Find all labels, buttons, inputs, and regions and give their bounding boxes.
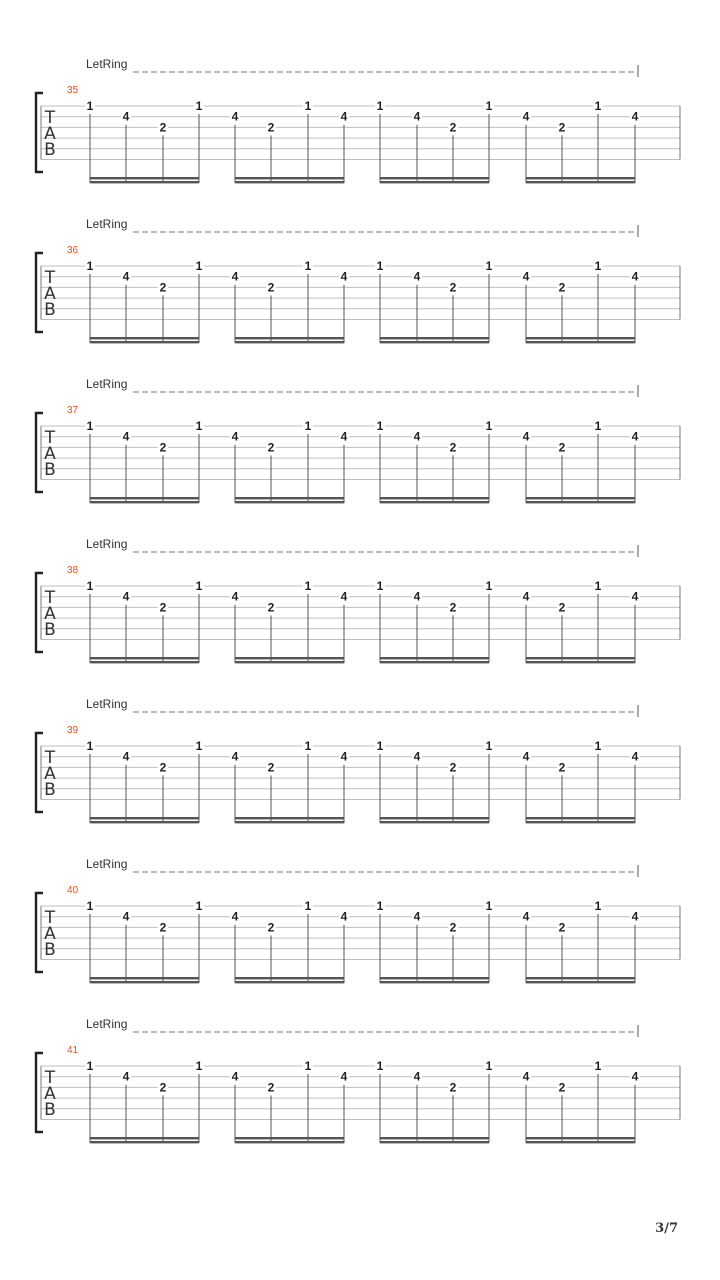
fret-number: 1 [195,419,203,433]
fret-number: 2 [449,600,457,615]
tab-clef-letter: A [44,124,56,144]
fret-number: 1 [86,1059,94,1073]
tab-clef-letter: B [44,140,56,160]
fret-number: 4 [340,1069,348,1084]
fret-number: 1 [594,99,602,113]
fret-number: 4 [522,909,530,924]
fret-number: 2 [267,920,275,935]
fret-number: 1 [86,579,94,593]
beam-secondary [235,341,344,343]
fret-number: 2 [267,600,275,615]
fret-number: 4 [122,429,130,444]
system-bracket [36,1053,43,1132]
measure-number: 39 [67,725,79,736]
fret-number: 2 [267,120,275,135]
fret-number: 1 [485,739,493,753]
fret-number: 2 [558,760,566,775]
tab-clef-letter: A [44,444,56,464]
system-bracket [36,413,43,492]
fret-number: 4 [231,749,239,764]
system-bracket [36,893,43,972]
beam-primary [235,817,344,819]
fret-number: 1 [195,99,203,113]
fret-number: 4 [122,269,130,284]
fret-number: 2 [449,280,457,295]
fret-number: 4 [631,429,639,444]
fret-number: 2 [558,600,566,615]
fret-number: 2 [159,440,167,455]
fret-number: 4 [231,429,239,444]
fret-number: 4 [231,909,239,924]
beam-primary [526,177,635,179]
fret-number: 1 [304,419,312,433]
system-bracket [36,573,43,652]
fret-number: 1 [594,899,602,913]
measure-number: 35 [67,85,79,96]
beam-secondary [235,821,344,823]
beam-primary [380,657,489,659]
beam-secondary [90,981,199,983]
tab-clef-letter: B [44,300,56,320]
fret-number: 2 [558,440,566,455]
fret-number: 4 [122,589,130,604]
fret-number: 2 [558,120,566,135]
beam-primary [526,497,635,499]
fret-number: 2 [558,920,566,935]
page-number: 3/7 [655,1221,678,1236]
beam-primary [380,977,489,979]
fret-number: 4 [413,429,421,444]
fret-number: 1 [86,739,94,753]
tab-clef-letter: B [44,780,56,800]
beam-secondary [235,181,344,183]
measure-number: 36 [67,245,79,256]
beam-secondary [90,1141,199,1143]
beam-primary [526,657,635,659]
fret-number: 4 [631,269,639,284]
fret-number: 4 [231,589,239,604]
fret-number: 4 [122,749,130,764]
beam-secondary [526,181,635,183]
tab-clef-letter: A [44,604,56,624]
tab-clef-letter: B [44,620,56,640]
fret-number: 1 [86,99,94,113]
tab-clef-letter: A [44,764,56,784]
fret-number: 4 [340,269,348,284]
fret-number: 4 [522,749,530,764]
system-bracket [36,93,43,172]
fret-number: 1 [485,579,493,593]
system-bracket [36,733,43,812]
tab-clef-letter: T [44,268,56,288]
fret-number: 1 [594,1059,602,1073]
letring-label: LetRing [86,537,128,551]
fret-number: 4 [522,109,530,124]
fret-number: 2 [159,600,167,615]
beam-secondary [90,501,199,503]
fret-number: 4 [631,909,639,924]
fret-number: 4 [413,109,421,124]
fret-number: 4 [340,429,348,444]
tab-clef-letter: T [44,748,56,768]
fret-number: 1 [86,419,94,433]
fret-number: 4 [231,1069,239,1084]
fret-number: 1 [195,579,203,593]
fret-number: 4 [231,109,239,124]
beam-primary [526,977,635,979]
fret-number: 4 [122,1069,130,1084]
fret-number: 2 [558,280,566,295]
fret-number: 1 [195,899,203,913]
fret-number: 4 [231,269,239,284]
fret-number: 1 [594,259,602,273]
fret-number: 4 [340,909,348,924]
fret-number: 2 [558,1080,566,1095]
fret-number: 1 [485,419,493,433]
beam-secondary [526,341,635,343]
beam-secondary [235,661,344,663]
letring-label: LetRing [86,1017,128,1031]
fret-number: 1 [195,1059,203,1073]
tab-clef-letter: A [44,924,56,944]
fret-number: 1 [376,899,384,913]
beam-secondary [235,1141,344,1143]
measure-number: 41 [67,1045,79,1056]
beam-primary [526,337,635,339]
letring-label: LetRing [86,57,128,71]
beam-secondary [90,181,199,183]
beam-primary [90,657,199,659]
fret-number: 4 [340,589,348,604]
fret-number: 1 [195,739,203,753]
tab-clef-letter: B [44,940,56,960]
beam-primary [235,657,344,659]
tab-clef-letter: B [44,460,56,480]
fret-number: 2 [267,280,275,295]
fret-number: 1 [304,579,312,593]
fret-number: 1 [304,99,312,113]
beam-primary [380,177,489,179]
fret-number: 1 [485,99,493,113]
beam-primary [90,977,199,979]
fret-number: 2 [267,1080,275,1095]
beam-primary [235,977,344,979]
fret-number: 2 [449,1080,457,1095]
measure-number: 40 [67,885,79,896]
beam-primary [380,337,489,339]
fret-number: 2 [159,120,167,135]
tab-clef-letter: T [44,108,56,128]
fret-number: 2 [159,920,167,935]
fret-number: 4 [631,109,639,124]
fret-number: 4 [413,1069,421,1084]
beam-secondary [526,1141,635,1143]
beam-secondary [380,341,489,343]
fret-number: 4 [522,1069,530,1084]
beam-secondary [380,981,489,983]
fret-number: 2 [159,280,167,295]
letring-label: LetRing [86,697,128,711]
fret-number: 4 [522,429,530,444]
fret-number: 4 [122,909,130,924]
fret-number: 4 [413,749,421,764]
fret-number: 1 [86,259,94,273]
beam-secondary [380,821,489,823]
beam-primary [235,1137,344,1139]
tab-clef-letter: T [44,1068,56,1088]
fret-number: 4 [340,749,348,764]
letring-label: LetRing [86,857,128,871]
beam-secondary [380,1141,489,1143]
letring-label: LetRing [86,217,128,231]
fret-number: 2 [159,760,167,775]
fret-number: 1 [485,899,493,913]
fret-number: 4 [340,109,348,124]
beam-primary [90,1137,199,1139]
fret-number: 1 [376,419,384,433]
fret-number: 2 [449,120,457,135]
beam-secondary [235,981,344,983]
fret-number: 1 [594,419,602,433]
beam-primary [526,1137,635,1139]
beam-primary [235,177,344,179]
beam-secondary [526,661,635,663]
fret-number: 1 [594,579,602,593]
fret-number: 1 [376,99,384,113]
beam-secondary [235,501,344,503]
fret-number: 1 [485,1059,493,1073]
fret-number: 4 [522,589,530,604]
beam-secondary [380,181,489,183]
beam-secondary [90,661,199,663]
beam-primary [380,817,489,819]
system-bracket [36,253,43,332]
fret-number: 1 [304,259,312,273]
beam-secondary [380,501,489,503]
beam-secondary [526,821,635,823]
letring-label: LetRing [86,377,128,391]
beam-primary [90,817,199,819]
fret-number: 4 [413,909,421,924]
fret-number: 1 [304,1059,312,1073]
beam-secondary [526,981,635,983]
fret-number: 4 [122,109,130,124]
beam-secondary [526,501,635,503]
fret-number: 2 [159,1080,167,1095]
beam-primary [90,177,199,179]
fret-number: 1 [304,739,312,753]
fret-number: 2 [267,760,275,775]
fret-number: 4 [631,589,639,604]
fret-number: 1 [376,1059,384,1073]
fret-number: 1 [485,259,493,273]
fret-number: 1 [376,579,384,593]
beam-primary [235,337,344,339]
fret-number: 1 [86,899,94,913]
beam-primary [380,497,489,499]
tab-clef-letter: A [44,284,56,304]
beam-secondary [90,341,199,343]
fret-number: 1 [376,259,384,273]
fret-number: 2 [449,920,457,935]
beam-secondary [380,661,489,663]
fret-number: 1 [195,259,203,273]
beam-secondary [90,821,199,823]
beam-primary [90,337,199,339]
beam-primary [90,497,199,499]
tab-clef-letter: T [44,588,56,608]
fret-number: 4 [631,1069,639,1084]
fret-number: 1 [376,739,384,753]
fret-number: 2 [267,440,275,455]
fret-number: 4 [413,589,421,604]
measure-number: 37 [67,405,79,416]
fret-number: 1 [304,899,312,913]
fret-number: 2 [449,440,457,455]
beam-primary [380,1137,489,1139]
tab-clef-letter: T [44,428,56,448]
fret-number: 1 [594,739,602,753]
fret-number: 4 [522,269,530,284]
fret-number: 4 [631,749,639,764]
fret-number: 4 [413,269,421,284]
measure-number: 38 [67,565,79,576]
tab-clef-letter: T [44,908,56,928]
beam-primary [526,817,635,819]
beam-primary [235,497,344,499]
fret-number: 2 [449,760,457,775]
tab-clef-letter: A [44,1084,56,1104]
tab-clef-letter: B [44,1100,56,1120]
